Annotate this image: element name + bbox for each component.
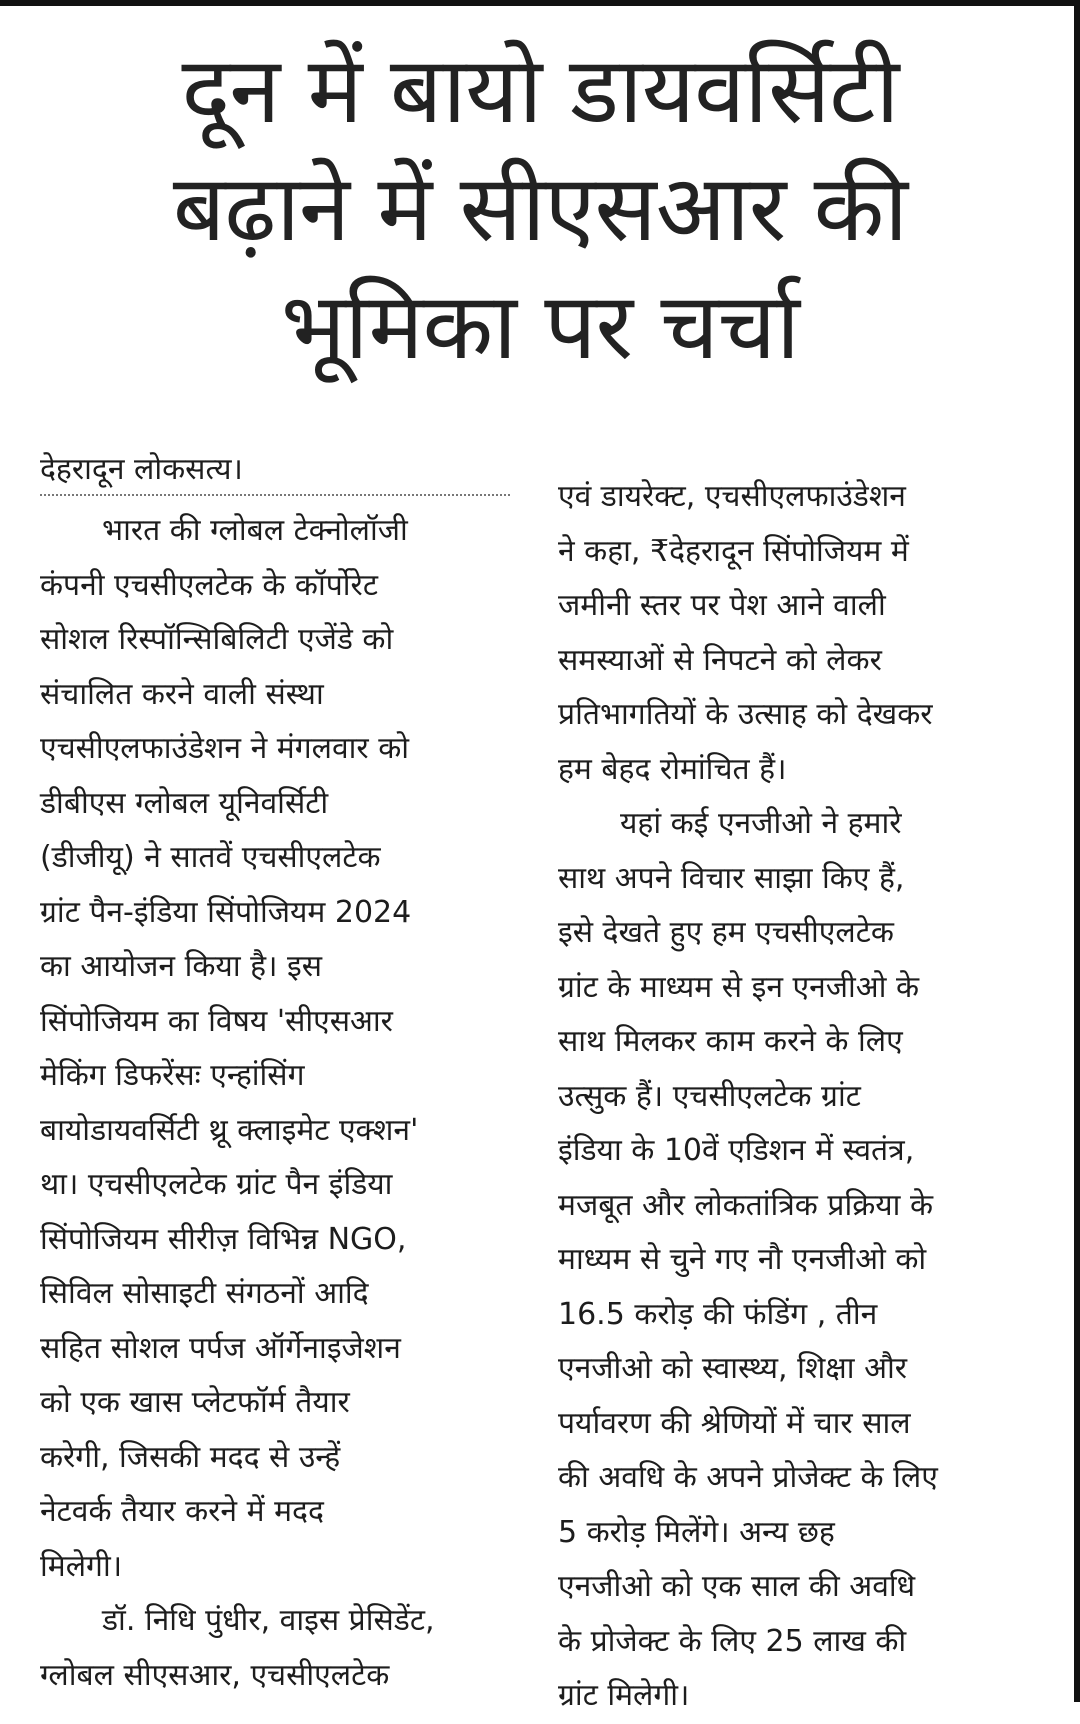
headline [40,32,1040,386]
text-line: समस्याओं से निपटने को लेकर [558,642,882,678]
text-line: का आयोजन किया है। इस [40,949,322,984]
text-line: ग्रांट के माध्यम से इन एनजीओ के [558,969,920,1005]
text-line: भारत की ग्लोबल टेक्नोलॉजी [102,513,408,548]
text-line: सिविल सोसाइटी संगठनों आदि [40,1276,369,1311]
headline-line: दून में बायो डायवर्सिटी [181,37,899,144]
text-line: ग्लोबल सीएसआर, एचसीएलटेक [40,1657,390,1693]
text-line: की अवधि के अपने प्रोजेक्ट के लिए [558,1460,938,1495]
text-line: ग्रांट पैन-इंडिया सिंपोजियम 2024 [40,894,412,930]
text-line: डॉ. निधि पुंधीर, वाइस प्रेसिडेंट, [102,1603,435,1638]
dateline: देहरादून लोकसत्य। [40,448,510,496]
article-column-right [558,470,1028,1724]
text-line: था। एचसीएलटेक ग्रांट पैन इंडिया [40,1167,393,1202]
article-column-left [40,448,510,1703]
text-line: एवं डायरेक्ट, एचसीएलफाउंडेशन [558,479,906,514]
text-line: सहित सोशल पर्पज ऑर्गेनाइजेशन [40,1330,401,1366]
headline-line: बढ़ाने में सीएसआर की [172,155,908,262]
text-line: एनजीओ को एक साल की अवधि [558,1569,916,1604]
text-line: के प्रोजेक्ट के लिए 25 लाख की [558,1623,907,1659]
text-line: हम बेहद रोमांचित हैं। [558,751,787,787]
text-line: मेकिंग डिफरेंसः एन्हांसिंग [40,1058,305,1093]
text-line: डीबीएस ग्लोबल यूनिवर्सिटी [40,785,329,821]
text-line: साथ अपने विचार साझा किए हैं, [558,860,905,896]
column-gutter [533,446,534,1686]
text-line: को एक खास प्लेटफॉर्म तैयार [40,1385,350,1420]
text-line: मिलेगी। [40,1548,123,1584]
text-line: कंपनी एचसीएलटेक के कॉर्पोरेट [40,567,378,603]
text-line: नेटवर्क तैयार करने में मदद [40,1494,324,1529]
text-line: मजबूत और लोकतांत्रिक प्रक्रिया के [558,1187,934,1223]
text-line: सिंपोजियम सीरीज़ विभिन्न NGO, [40,1221,407,1257]
text-line: एनजीओ को स्वास्थ्य, शिक्षा और [558,1351,908,1386]
text-line: उत्सुक हैं। एचसीएलटेक ग्रांट [558,1078,861,1114]
text-line: 5 करोड़ मिलेंगे। अन्य छह [558,1514,835,1550]
text-line: यहां कई एनजीओ ने हमारे [620,806,902,841]
text-line: प्रतिभागतियों के उत्साह को देखकर [558,697,933,732]
text-line: संचालित करने वाली संस्था [40,676,324,712]
text-line: बायोडायवर्सिटी थ्रू क्लाइमेट एक्शन' [40,1112,419,1148]
text-line: पर्यावरण की श्रेणियों में चार साल [558,1405,911,1441]
text-line: इसे देखते हुए हम एचसीएलटेक [558,915,894,950]
text-line: एचसीएलफाउंडेशन ने मंगलवार को [40,731,410,766]
text-line: ग्रांट मिलेगी। [558,1678,690,1713]
text-line: माध्यम से चुने गए नौ एनजीओ को [558,1242,927,1277]
text-line: ने कहा, ₹देहरादून सिंपोजियम में [558,533,909,569]
text-line: साथ मिलकर काम करने के लिए [558,1024,903,1059]
text-line: इंडिया के 10वें एडिशन में स्वतंत्र, [558,1133,915,1168]
text-line: सोशल रिस्पॉन्सिबिलिटी एजेंडे को [40,622,394,657]
text-line: सिंपोजियम का विषय 'सीएसआर [40,1003,393,1039]
text-line: 16.5 करोड़ की फंडिंग , तीन [558,1296,878,1332]
text-line: (डीजीयू) ने सातवें एचसीएलटेक [40,840,381,875]
headline-line: भूमिका पर चर्चा [280,273,800,380]
text-line: करेगी, जिसकी मदद से उन्हें [40,1439,341,1475]
text-line: जमीनी स्तर पर पेश आने वाली [558,588,886,623]
